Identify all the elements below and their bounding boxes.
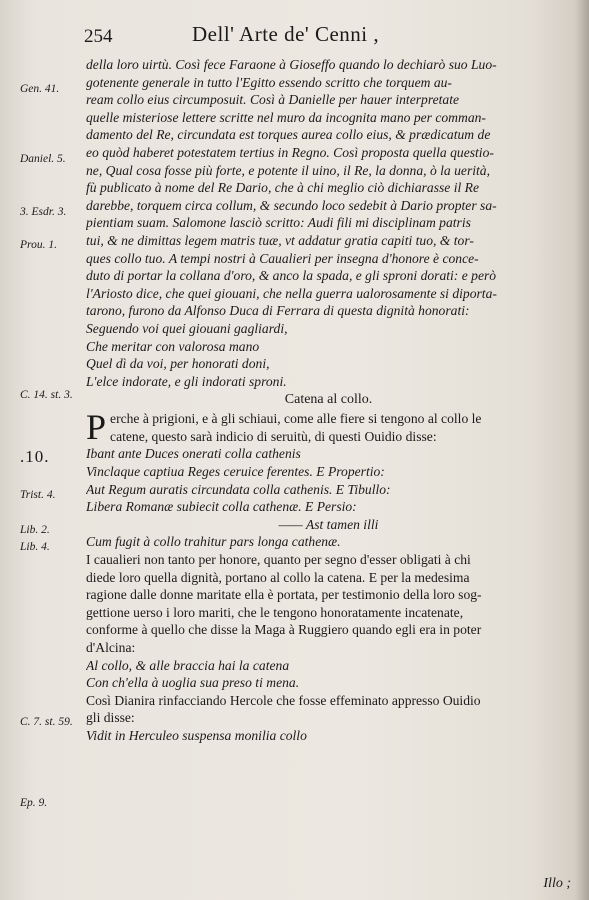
page-header [84,22,484,52]
text-line: gli disse: [86,710,135,726]
text-line: gettione uerso i loro mariti, che le tengono honoratamente incatenate, [86,604,464,620]
section-heading: Catena al collo. [284,392,373,408]
margin-note: Daniel. 5. [20,153,66,165]
drop-cap: P [86,407,107,448]
margin-note: Prou. 1. [20,239,57,251]
margin-note: Trist. 4. [20,489,56,501]
verse-line: Al collo, & alle braccia hai la catena [86,657,290,673]
text-line: darebbe, torquem circa collum, & secundo loco sedebit à Dario propter sa- [86,197,497,213]
margin-note: Ep. 9. [20,797,48,809]
text-line: damento del Re, circundata est torques aurea collo eius, & prædicatum de [86,127,491,143]
text-line: catene, questo sarà indicio di seruitù, di questi Ouidio disse: [110,428,437,444]
margin-note: Gen. 41. [20,83,60,95]
verse-line: Ibant ante Duces onerati colla cathenis [86,446,301,462]
margin-note: Lib. 2. [20,524,50,536]
verse-line: Con ch'ella à uoglia sua preso ti mena. [86,675,300,691]
text-line: Così Dianira rinfacciando Hercole che fosse effeminato appresso Ouidio [86,692,481,708]
text-line: della loro uirtù. Così fece Faraone à Gioseffo quando lo dechiarò suo Luo- [86,57,497,72]
catchword: Illo ; [543,876,571,891]
page-edge-shadow [575,0,589,900]
body-text [86,56,571,745]
verse-line: —— Ast tamen illi [278,516,379,532]
verse-line: Vidit in Herculeo suspensa monilia collo [86,727,307,743]
verse-line: L'elce indorate, e gli indorati sproni. [86,373,287,389]
running-title: Dell' Arte de' Cenni , [192,22,380,46]
text-line: fù publicato à nome del Re Dario, che à chi meglio ciò dichiarasse il Re [86,180,480,196]
text-line: I caualieri non tanto per honore, quanto per segno d'esser obligati à chi [86,552,471,568]
text-line: ne, Qual cosa fosse più forte, e potente il uino, il Re, la donna, ò la uerità, [86,162,490,178]
text-line: quelle misteriose lettere scritte nel muro da incognita mano per comman- [86,109,486,125]
verse-line: Quel dì da voi, per honorati doni, [86,356,270,372]
section-opening [86,407,571,448]
text-line: pientiam suam. Salomone lasciò scritto: Audi fili mi disciplinam patris [86,215,471,231]
text-line: l'Ariosto dice, che quei giouani, che nella guerra ualorosamente si diporta- [86,285,497,301]
text-line: conforme à quello che disse la Maga à Ruggiero quando egli era in poter [86,622,482,638]
verse-line: Cum fugit à collo trahitur pars longa cathenæ. [86,534,341,550]
verse-line: Libera Romanæ subiecit colla cathenæ. E Persio: [86,499,357,515]
text-line: diede loro quella dignità, portano al collo la catena. E per la medesima [86,569,470,585]
text-line: erche à prigioni, e à gli schiaui, come alle fiere si tengono al collo le [110,411,482,427]
margin-note: C. 14. st. 3. [20,389,73,401]
text-line: tarono, furono da Alfonso Duca di Ferrara di questa dignità honorati: [86,303,470,319]
verse-line: Che meritar con valorosa mano [86,338,260,354]
margin-note: .10. [20,447,50,466]
text-line: ques collo tuo. A tempi nostri à Caualieri per insegna d'honore è conce- [86,250,479,266]
text-line: gotenente generale in tutto l'Egitto essendo scritto che torquem au- [86,74,452,90]
text-line: eo quòd haberet potestatem tertius in Regno. Così proposta quella questio- [86,144,494,160]
text-line: tui, & ne dimittas legem matris tuæ, vt addatur gratia capiti tuo, & tor- [86,232,474,248]
text-line: d'Alcina: [86,640,136,655]
verse-line: Seguendo voi quei giouani gagliardi, [86,320,288,336]
margin-note: Lib. 4. [20,541,50,553]
text-line: ream collo eius circumposuit. Così à Danielle per hauer interpretate [86,92,460,108]
text-line: ragione dalle donne maritate ella è portata, per testimonio della loro sog- [86,587,482,603]
page-number: 254 [84,26,113,47]
text-line: duto di portar la collana d'oro, & anco la spada, e gli sproni dorati: e però [86,268,497,284]
verse-line: Aut Regum auratis circundata colla cathenis. E Tibullo: [86,481,391,497]
margin-note: 3. Esdr. 3. [20,206,67,218]
margin-note: C. 7. st. 59. [20,716,73,728]
verse-line: Vinclaque captiua Reges ceruice ferentes. E Propertio: [86,464,385,480]
